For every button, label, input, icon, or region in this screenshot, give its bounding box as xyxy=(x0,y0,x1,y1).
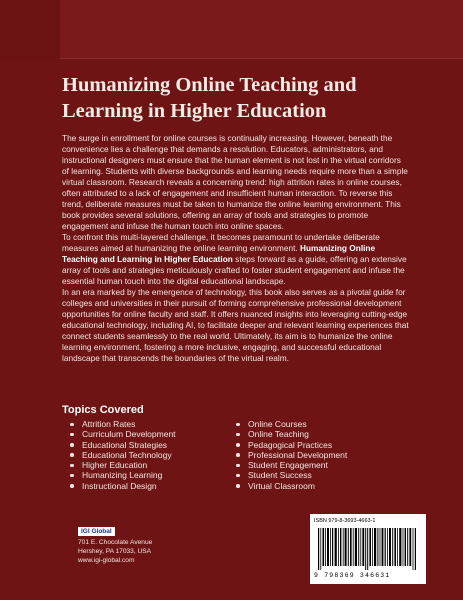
topic-item: Professional Development xyxy=(236,450,347,460)
topic-item: Higher Education xyxy=(70,460,176,470)
topic-item: Online Courses xyxy=(236,419,347,429)
top-decorative-bar xyxy=(60,0,463,59)
paragraph-2-bold-title: Humanizing Online Teaching and Learning in Higher Education xyxy=(62,243,376,264)
topic-item: Student Engagement xyxy=(236,460,347,470)
topic-item: Educational Strategies xyxy=(70,440,176,450)
topic-item: Online Teaching xyxy=(236,429,347,439)
topic-item: Virtual Classroom xyxy=(236,481,347,491)
isbn-barcode-box xyxy=(310,514,426,584)
description-paragraph-3: In an era marked by the emergence of technology, this book also serves as a pivotal guide for colleges and universities in their pursuit of forming comprehensive professional development opportunities for online faculty and staff. It offers nuanced insights into leveraging cutting-edge educational technology, including AI, to facilitate deeper and relevant learning experiences that connect students seamlessly to the real world. Ultimately, its aim is to humanize the online learning environment, fostering a more inclusive, engaging, and successful educational landscape that transcends the boundaries of the virtual realm. xyxy=(62,287,409,363)
book-title-line-2: Learning in Higher Education xyxy=(62,100,327,122)
book-title-line-1: Humanizing Online Teaching and xyxy=(62,74,357,96)
topic-item: Attrition Rates xyxy=(70,419,176,429)
paragraph-2-end: steps forward as a guide, offering an extensive array of tools and strategies meticulously crafted to foster student engagement and infuse the essential human touch into the digital educational landscape. xyxy=(62,254,407,286)
isbn-label: ISBN 979-8-3693-4663-1 xyxy=(314,518,376,524)
topics-list-right xyxy=(236,419,347,491)
description-paragraph-2 xyxy=(62,232,410,287)
topic-item: Curriculum Development xyxy=(70,429,176,439)
topic-item: Pedagogical Practices xyxy=(236,440,347,450)
topic-item: Instructional Design xyxy=(70,481,176,491)
publisher-address-line-2: Hershey, PA 17033, USA xyxy=(78,548,152,555)
publisher-address-line-1: 701 E. Chocolate Avenue xyxy=(78,539,153,546)
isbn-digits: 9 798369 346631 xyxy=(314,572,391,579)
paragraph-2-start: To confront this multi-layered challenge, it becomes paramount to undertake deliberate measures aimed at humanizing the online learning environment. xyxy=(62,232,380,253)
publisher-block xyxy=(78,520,198,565)
book-title xyxy=(62,72,442,124)
barcode-icon xyxy=(318,528,418,570)
topic-item: Student Success xyxy=(236,470,347,480)
topic-item: Humanizing Learning xyxy=(70,470,176,480)
publisher-website: www.igi-global.com xyxy=(78,557,135,564)
topics-list-left xyxy=(70,419,176,491)
description-paragraph-1: The surge in enrollment for online courses is continually increasing. However, beneath the convenience lies a challenge that demands a resolution. Educators, administrators, and instructional designers must ensure that the human element is not lost in the virtual corridors of learning. Students with diverse backgrounds and learning needs require more than a simple virtual classroom. Research reveals a concerning trend: high attrition rates in online courses, often attributed to a lack of engagement and insufficient human interaction. To reverse this trend, deliberate measures must be taken to humanize the online learning environment. This book provides several solutions, offering an array of tools and strategies to promote engagement and infuse the human touch into online spaces. xyxy=(62,133,408,231)
topic-item: Educational Technology xyxy=(70,450,176,460)
publisher-logo: IGI Global xyxy=(78,527,115,536)
topics-heading: Topics Covered xyxy=(62,404,144,416)
